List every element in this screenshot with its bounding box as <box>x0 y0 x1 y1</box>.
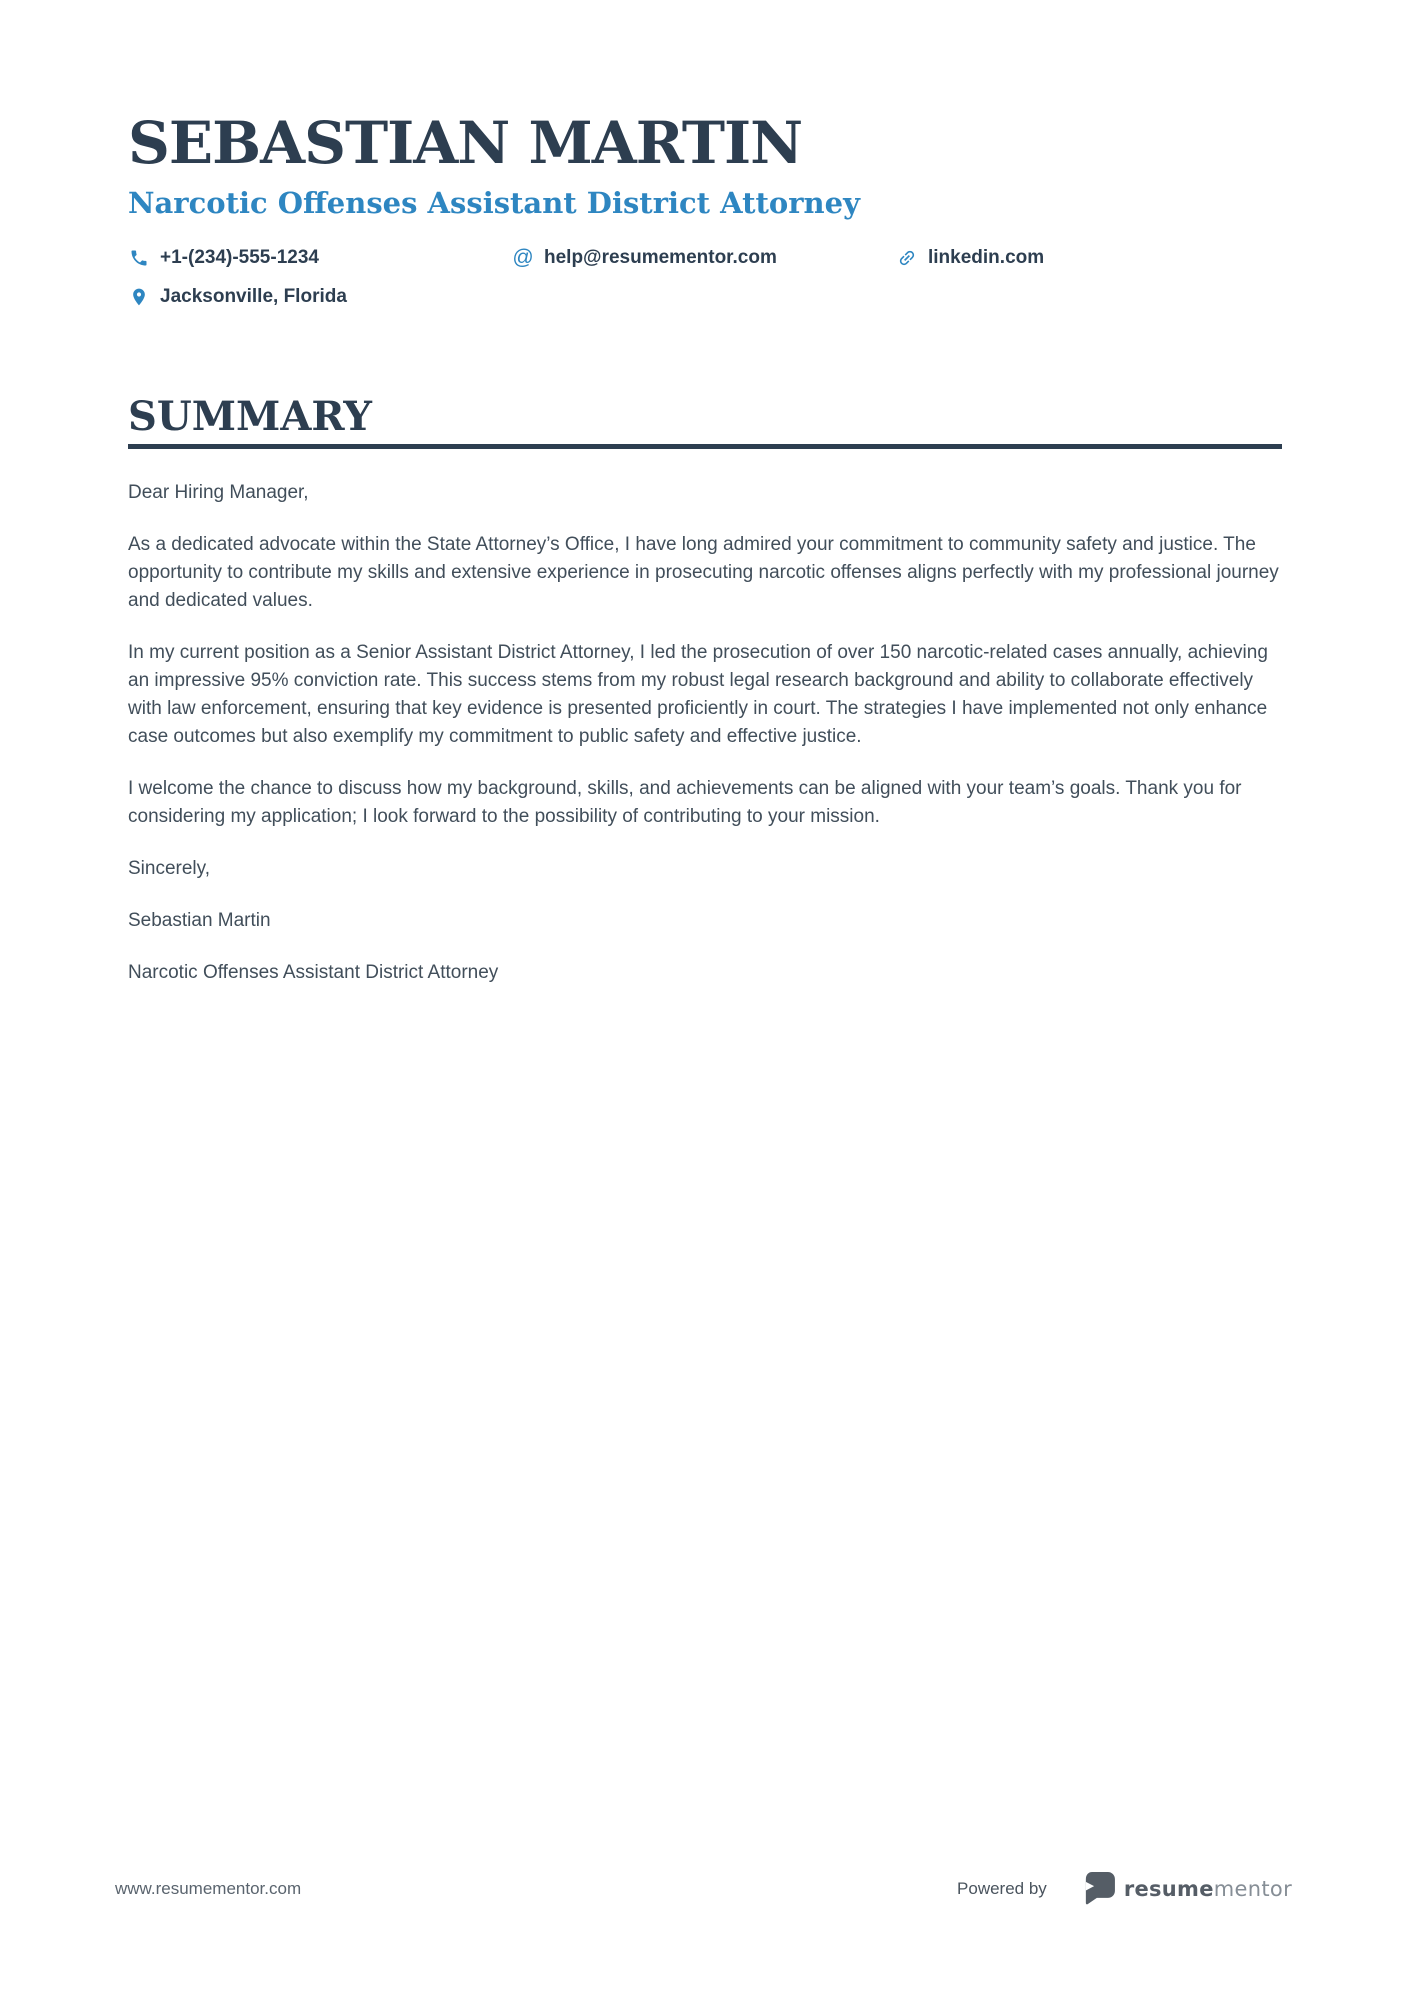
linkedin-url: linkedin.com <box>928 246 1045 268</box>
paragraph-signature-name: Sebastian Martin <box>128 909 271 931</box>
letter-body <box>128 479 1282 987</box>
page-content <box>0 0 1410 987</box>
paragraph-intro: As a dedicated advocate within the State Attorney’s Office, I have long admired your commitment to community safety and justice. The opportunity to contribute my skills and extensive experience in prosecuting narcotic offenses aligns perfectly with my professional journey and dedicated values. <box>128 533 1279 611</box>
person-name: SEBASTIAN MARTIN <box>128 109 803 177</box>
brand-text <box>1124 1877 1292 1901</box>
footer <box>115 1872 1292 1905</box>
contact-linkedin[interactable] <box>896 246 1282 270</box>
paragraph-closing: I welcome the chance to discuss how my background, skills, and achievements can be aligned with your team’s goals. Thank you for considering my application; I look forward to the possibility of contributing to your mission. <box>128 777 1242 827</box>
resumementor-logo-icon <box>1085 1872 1115 1905</box>
summary-section <box>128 392 1282 987</box>
job-title: Narcotic Offenses Assistant District Attorney <box>128 185 860 220</box>
powered-by-label: Powered by <box>957 1878 1047 1898</box>
paragraph-signature-title: Narcotic Offenses Assistant District Attorney <box>128 961 499 983</box>
brand-text-resume: resume <box>1123 1876 1214 1901</box>
paragraph-experience: In my current position as a Senior Assistant District Attorney, I led the prosecution of over 150 narcotic-related cases annually, achieving an impressive 95% conviction rate. This success stems from my robust legal research background and ability to collaborate effectively with law enforcement, ensuring that key evidence is presented proficiently in court. The strategies I have implemented not only enhance case outcomes but also exemplify my commitment to public safety and effective justice. <box>128 641 1268 747</box>
contact-phone <box>128 246 512 270</box>
powered-by <box>957 1872 1292 1905</box>
footer-website-link[interactable]: www.resumementor.com <box>115 1878 302 1898</box>
section-divider <box>128 444 1282 449</box>
link-icon <box>896 247 918 269</box>
contact-email[interactable] <box>512 246 896 270</box>
phone-number: +1-(234)-555-1234 <box>160 246 319 268</box>
paragraph-sign-off: Sincerely, <box>128 857 211 879</box>
brand-text-mentor: mentor <box>1213 1876 1292 1901</box>
header <box>128 109 1282 309</box>
email-address: help@resumementor.com <box>544 246 777 268</box>
contact-location <box>128 285 512 309</box>
location-pin-icon <box>128 286 150 308</box>
resumementor-brand[interactable] <box>1085 1872 1292 1905</box>
paragraph-salutation: Dear Hiring Manager, <box>128 481 309 503</box>
summary-heading: SUMMARY <box>128 392 372 440</box>
contact-info <box>128 246 1282 309</box>
phone-icon <box>128 247 150 269</box>
location-text: Jacksonville, Florida <box>160 285 347 307</box>
at-icon: @ <box>512 245 534 269</box>
